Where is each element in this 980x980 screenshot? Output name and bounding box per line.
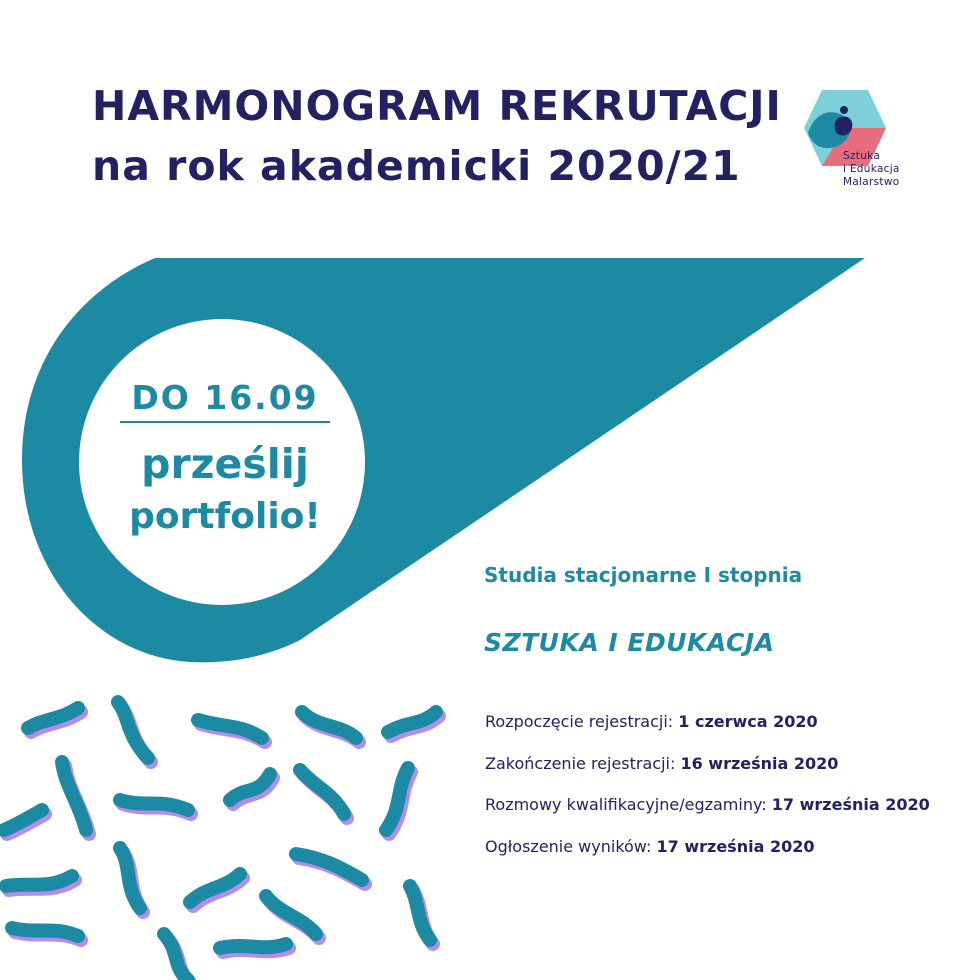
squiggle [296, 854, 362, 880]
schedule-date: 17 września 2020 [656, 837, 815, 856]
program-field: SZTUKA I EDUKACJA [484, 628, 775, 657]
schedule-label: Rozpoczęcie rejestracji: [485, 712, 674, 731]
squiggle [300, 770, 344, 814]
schedule-label: Zakończenie rejestracji: [485, 754, 676, 773]
squiggle [220, 944, 286, 948]
squiggles [4, 702, 436, 980]
squiggle [4, 810, 42, 830]
schedule-row [485, 754, 838, 773]
cta-line-1: prześlij [141, 440, 309, 488]
schedule-row [485, 795, 930, 814]
page-title: HARMONOGRAM REKRUTACJI [92, 82, 782, 130]
squiggle [386, 768, 408, 830]
squiggle [6, 876, 72, 886]
page-subtitle: na rok akademicki 2020/21 [92, 142, 741, 190]
schedule-row [485, 837, 814, 856]
squiggle [62, 762, 86, 830]
squiggle [120, 800, 188, 810]
schedule-label: Ogłoszenie wyników: [485, 837, 652, 856]
cta-line-2: portfolio! [129, 496, 321, 537]
deadline-text: DO 16.09 [120, 378, 330, 423]
schedule-date: 1 czerwca 2020 [678, 712, 818, 731]
logo-line-2: i Edukacja [843, 163, 900, 175]
logo-line-3: Malarstwo [843, 176, 900, 188]
squiggle [12, 928, 78, 936]
program-type: Studia stacjonarne I stopnia [484, 563, 803, 587]
squiggle [266, 896, 316, 934]
decorative-squiggle-pattern [0, 690, 460, 980]
schedule-date: 16 września 2020 [680, 754, 839, 773]
schedule-row [485, 712, 818, 731]
schedule-date: 17 września 2020 [771, 795, 930, 814]
logo-line-1: Sztuka [843, 150, 881, 162]
schedule-label: Rozmowy kwalifikacyjne/egzaminy: [485, 795, 767, 814]
squiggle [118, 702, 148, 758]
